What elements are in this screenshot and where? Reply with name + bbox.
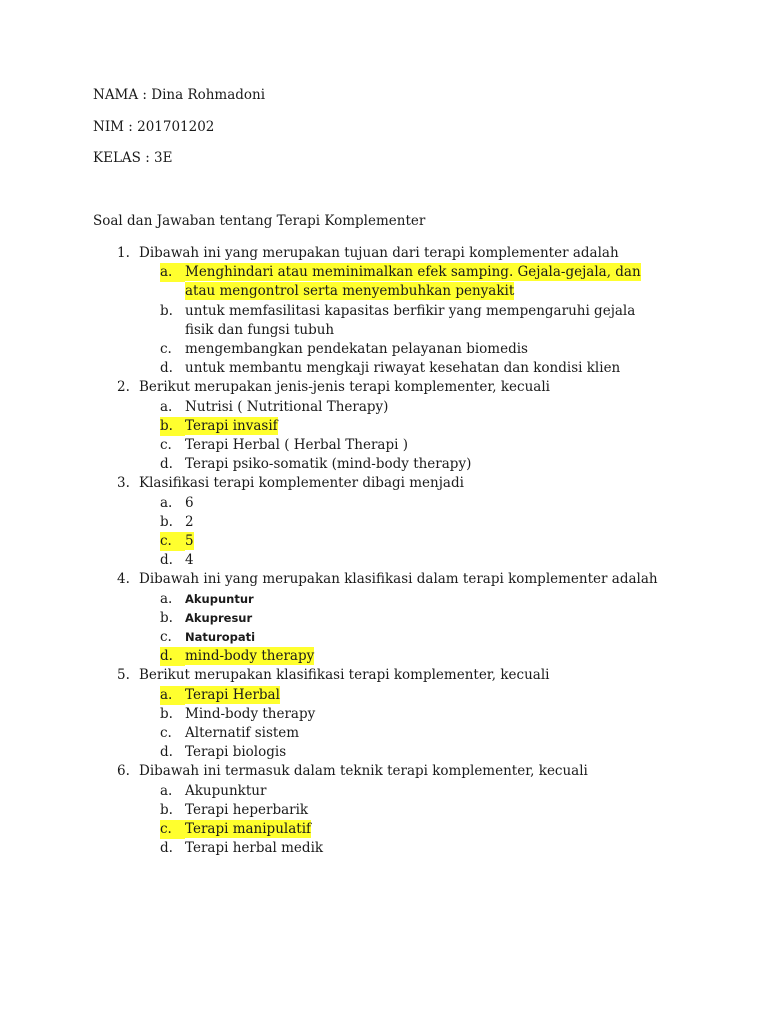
option-text: Alternatif sistem xyxy=(185,725,300,741)
option-text: mind-body therapy xyxy=(185,648,315,665)
question-text: Klasifikasi terapi komplementer dibagi menjadi xyxy=(139,475,464,492)
answer-option xyxy=(0,705,768,724)
document-title: Soal dan Jawaban tentang Terapi Komplementer xyxy=(93,213,426,229)
question-number: 1. xyxy=(117,245,130,261)
option-text: mengembangkan pendekatan pelayanan biomedis xyxy=(185,341,528,357)
option-letter: c. xyxy=(160,437,172,453)
option-text: Menghindari atau meminimalkan efek samping. Gejala-gejala, dan atau mengontrol serta menyembuhkan penyakit xyxy=(185,264,641,300)
student-class: KELAS : 3E xyxy=(93,150,173,166)
option-text: untuk membantu mengkaji riwayat kesehatan dan kondisi klien xyxy=(185,360,621,377)
option-letter: a. xyxy=(160,782,173,799)
option-text: 6 xyxy=(185,494,194,511)
option-text: Terapi invasif xyxy=(185,417,278,434)
option-letter: a. xyxy=(160,686,185,705)
option-letter: d. xyxy=(160,360,173,377)
option-letter: b. xyxy=(160,705,173,722)
answer-option-highlighted xyxy=(0,820,768,839)
option-letter: c. xyxy=(160,532,185,551)
question-item xyxy=(0,244,768,378)
question-list xyxy=(0,244,768,858)
option-letter: a. xyxy=(160,494,173,511)
option-letter: a. xyxy=(160,590,173,607)
option-text: Terapi Herbal xyxy=(185,686,280,703)
option-letter: a. xyxy=(160,398,173,415)
question-item xyxy=(0,762,768,858)
option-text: 4 xyxy=(185,552,194,569)
option-letter: b. xyxy=(160,302,173,319)
student-name: NAMA : Dina Rohmadoni xyxy=(93,87,266,103)
question-number: 4. xyxy=(117,571,130,588)
option-text: Terapi Herbal ( Herbal Therapi ) xyxy=(185,437,408,453)
option-text: Akupresur xyxy=(185,610,253,625)
answer-option xyxy=(0,359,768,378)
answer-option xyxy=(0,513,768,532)
question-number: 3. xyxy=(117,475,130,492)
question-number: 2. xyxy=(117,379,130,396)
question-line xyxy=(0,570,768,589)
option-text: Akupuntur xyxy=(185,591,254,606)
option-letter: d. xyxy=(160,840,173,857)
question-line xyxy=(0,762,768,781)
option-text: Terapi herbal medik xyxy=(185,840,324,857)
answer-option xyxy=(0,782,768,801)
answer-option-highlighted xyxy=(0,686,768,705)
question-number: 5. xyxy=(117,667,130,684)
answer-option xyxy=(0,494,768,513)
question-text: Dibawah ini yang merupakan klasifikasi dalam terapi komplementer adalah xyxy=(139,571,658,588)
option-text: Naturopati xyxy=(185,630,256,644)
answer-option xyxy=(0,839,768,858)
question-text: Dibawah ini yang merupakan tujuan dari terapi komplementer adalah xyxy=(139,245,619,261)
answer-option xyxy=(0,455,768,474)
option-letter: b. xyxy=(160,513,173,530)
option-text: 2 xyxy=(185,513,194,530)
option-text: Akupunktur xyxy=(185,782,267,799)
answer-option xyxy=(0,801,768,820)
option-letter: c. xyxy=(160,341,172,357)
question-text: Berikut merupakan jenis-jenis terapi komplementer, kecuali xyxy=(139,379,550,396)
option-letter: c. xyxy=(160,725,172,741)
answer-option-highlighted xyxy=(0,532,768,551)
answer-option xyxy=(0,609,768,628)
option-letter: c. xyxy=(160,629,172,645)
answer-option-highlighted xyxy=(0,417,768,436)
question-line xyxy=(0,474,768,493)
question-text: Berikut merupakan klasifikasi terapi komplementer, kecuali xyxy=(139,667,550,684)
question-item xyxy=(0,474,768,570)
option-text: Terapi psiko-somatik (mind-body therapy) xyxy=(185,456,472,473)
option-letter: b. xyxy=(160,417,185,436)
option-letter: d. xyxy=(160,456,173,473)
answer-option xyxy=(0,398,768,417)
option-text: Terapi heperbarik xyxy=(185,801,309,818)
option-text: Terapi biologis xyxy=(185,744,287,761)
answer-option xyxy=(0,302,768,340)
question-line xyxy=(0,378,768,397)
answer-option xyxy=(0,743,768,762)
question-item xyxy=(0,570,768,666)
option-text: 5 xyxy=(185,533,194,549)
answer-option xyxy=(0,340,768,359)
student-nim: NIM : 201701202 xyxy=(93,119,215,135)
option-text: Terapi manipulatif xyxy=(185,821,312,837)
answer-option xyxy=(0,436,768,455)
answer-option-highlighted xyxy=(0,263,768,301)
option-letter: c. xyxy=(160,820,185,839)
option-text: Nutrisi ( Nutritional Therapy) xyxy=(185,398,389,415)
option-text: untuk memfasilitasi kapasitas berfikir yang mempengaruhi gejala fisik dan fungsi tubuh xyxy=(185,302,636,338)
answer-option xyxy=(0,551,768,570)
question-text: Dibawah ini termasuk dalam teknik terapi komplementer, kecuali xyxy=(139,763,588,780)
answer-option xyxy=(0,628,768,647)
answer-option xyxy=(0,724,768,743)
option-letter: d. xyxy=(160,744,173,761)
answer-option xyxy=(0,590,768,609)
answer-option-highlighted xyxy=(0,647,768,666)
question-item xyxy=(0,378,768,474)
question-number: 6. xyxy=(117,763,130,780)
question-line xyxy=(0,666,768,685)
option-letter: d. xyxy=(160,647,185,666)
question-item xyxy=(0,666,768,762)
question-line xyxy=(0,244,768,263)
option-letter: b. xyxy=(160,609,173,626)
option-letter: b. xyxy=(160,801,173,818)
option-letter: a. xyxy=(160,263,185,282)
option-text: Mind-body therapy xyxy=(185,705,316,722)
option-letter: d. xyxy=(160,552,173,569)
